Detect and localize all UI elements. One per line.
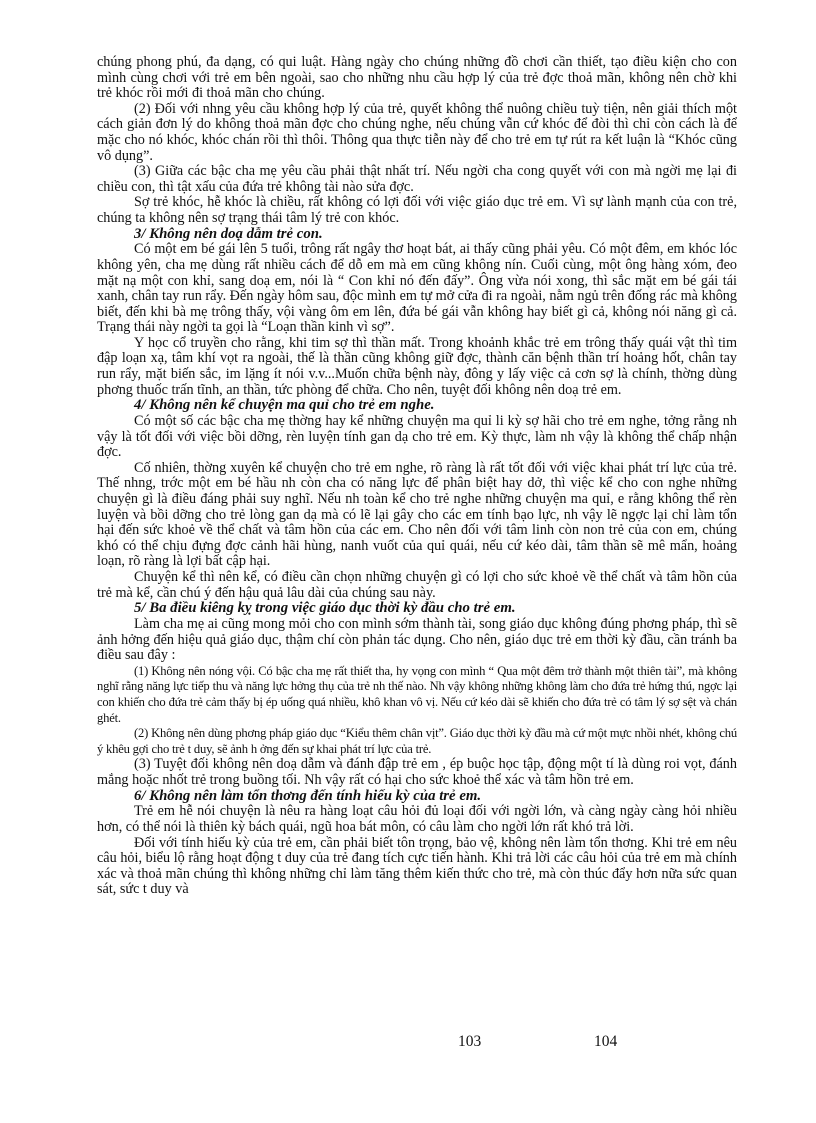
paragraph: (2) Đối với nhng yêu cầu không hợp lý của trẻ, quyết không thể nuông chiều tuỳ tiện, nên giải thích một cách giản đơn lý do không thoả mãn đợc cho chúng nghe, nếu chúng vẫn cứ khóc để đòi thì chỉ còn cách là để mặc cho nó khóc, khóc chán rồi thì thôi. Thông qua thực tiễn này để cho trẻ em tự rút ra kết luận là “Khóc cũng vô dụng”. bbox=[97, 100, 737, 164]
paragraph: Chuyện kể thì nên kể, có điều cần chọn những chuyện gì có lợi cho sức khoẻ về thể chất và tâm hồn của trẻ mà kể, cần chú ý đến hậu quả lâu dài của chúng sau này. bbox=[97, 569, 737, 601]
section-heading: 5/ Ba điều kiêng kỵ trong việc giáo dục thời kỳ đầu cho trẻ em. bbox=[134, 600, 516, 617]
paragraph: (3) Tuyệt đối không nên doạ dẫm và đánh đập trẻ em , ép buộc học tập, động một tí là dùng roi vọt, đánh mắng hoặc nhốt trẻ trong buồng tối. Nh vậy rất có hại cho sức khoẻ thể xác và tâm hồn trẻ em. bbox=[97, 756, 737, 788]
document-page bbox=[97, 55, 737, 898]
paragraph: (3) Giữa các bậc cha mẹ yêu cầu phải thật nhất trí. Nếu ngời cha cong quyết với con mà ngời mẹ lại đi chiều con, thì tật xấu của đứa trẻ không tài nào sửa đợc. bbox=[97, 163, 737, 195]
section-heading: 4/ Không nên kể chuyện ma quỉ cho trẻ em nghe. bbox=[134, 397, 435, 414]
paragraph: Cố nhiên, thờng xuyên kể chuyện cho trẻ em nghe, rõ ràng là rất tốt đối với việc khai phát trí lực của trẻ. Thế nhng, trớc một em bé hầu nh còn cha có năng lực để phân biệt hay dở, thì việc kể cho con nghe những chuyện gì là điều đáng phải suy nghĩ. Nếu nh toàn kể cho trẻ nghe những chuyện ma quỉ, e rằng không thể rèn luyện và bồi dỡng cho trẻ lòng gan dạ mà có lẽ lại gây cho các em tính bạo lực, nh vậy lẽ ngợc lại chỉ làm tổn hại đến sức khoẻ về thể chất và tâm hồn của các em. Cho nên đối với tâm linh còn non trẻ của con em, chúng khó có thể chịu đựng đợc cảnh hãi hùng, nanh vuốt của quỉ quái, nếu cứ kéo dài, tâm thần sẽ mê mẩn, hoảng loạn, rõ ràng là lợi bất cập hại. bbox=[97, 459, 737, 570]
paragraph: Trẻ em hễ nói chuyện là nêu ra hàng loạt câu hỏi đủ loại đối với ngời lớn, và càng ngày càng hỏi nhiều hơn, có thể nói là thiên kỳ bách quái, ngũ hoa bát môn, có câu làm cho ngời lớn rất khó trả lời. bbox=[97, 803, 737, 835]
paragraph: Sợ trẻ khóc, hễ khóc là chiều, rất không có lợi đối với việc giáo dục trẻ em. Vì sự lành mạnh của con trẻ, chúng ta không nên sợ trạng thái tâm lý trẻ con khóc. bbox=[97, 194, 737, 226]
section-heading: 3/ Không nên doạ dẫm trẻ con. bbox=[134, 225, 323, 242]
paragraph: Làm cha mẹ ai cũng mong mỏi cho con mình sớm thành tài, song giáo dục không đúng phơng pháp, thì sẽ ảnh hởng đến hiệu quả giáo dục, thậm chí còn phản tác dụng. Cho nên, giáo dục trẻ em thời kỳ đầu, cần tránh ba điều sau đây : bbox=[97, 615, 737, 664]
page-number-left: 103 bbox=[458, 1033, 482, 1050]
paragraph: Y học cổ truyền cho rằng, khi tim sợ thì thần mất. Trong khoảnh khắc trẻ em trông thấy quái vật thì tim đập loạn xạ, tâm khí vọt ra ngoài, thế là thần cũng không giữ đợc, thành căn bệnh thần trí hoảng hốt, chân tay run rẩy, mặt biến sắc, im lặng ít nói v.v...Muốn chữa bệnh này, đông y lấy việc cả cơn sợ là chính, thờng dùng phơng thuốc trấn tĩnh, an thần, tức phòng để chữa. Cho nên, tuyệt đối không nên doạ trẻ em. bbox=[97, 334, 737, 398]
paragraph: Có một em bé gái lên 5 tuổi, trông rất ngây thơ hoạt bát, ai thấy cũng phải yêu. Có một đêm, em khóc lóc không yên, cha mẹ dùng rất nhiều cách để dỗ em mà em cũng không nín. Cuối cùng, một ông hàng xóm, đeo mặt nạ một con khỉ, sang doạ em, nói là “ Con khỉ nó đến đấy”. Ông vừa nói xong, thì sắc mặt em bé gái tái xanh, chân tay run rẩy. Đến ngày hôm sau, độc mình em tự mở cửa đi ra ngoài, nằm ngủ trên đống rác mà không biết, đến khi bà mẹ trông thấy, vội vàng ôm em lên, đứa bé gái vẫn không hay biết gì cả, không nói năng gì cả. Trạng thái này ngời ta gọi là “Loạn thần kinh vì sợ”. bbox=[97, 241, 737, 336]
page-number-right: 104 bbox=[594, 1033, 618, 1050]
paragraph: (2) Không nên dùng phơng pháp giáo dục “Kiểu thêm chân vịt”. Giáo dục thời kỳ đầu mà cứ một mực nhồi nhét, không chú ý khêu gợi cho trẻ t duy, sẽ ảnh h ởng đến sự khai phát trí lực của trẻ. bbox=[97, 726, 737, 756]
paragraph: (1) Không nên nóng vội. Có bậc cha mẹ rất thiết tha, hy vọng con mình “ Qua một đêm trở thành một thiên tài”, mà không nghĩ rằng năng lực tiếp thu và năng lực hởng thụ của trẻ nh thế nào. Nh vậy không những không làm cho đứa trẻ hứng thú, ngợc lại con khiến cho đứa trẻ cảm thấy bị ép uống quá nhiều, khô khan vô vị. Nếu cứ kéo dài sẽ khiến cho đứa trẻ có tâm lý sợ sệt và chán ghét. bbox=[97, 663, 737, 725]
paragraph: Đối với tính hiếu kỳ của trẻ em, cần phải biết tôn trọng, bảo vệ, không nên làm tổn thơng. Khi trẻ em nêu câu hỏi, biểu lộ rằng hoạt động t duy của trẻ đang tích cực tiến hành. Khi trả lời các câu hỏi của trẻ em mà chính xác và thoả mãn chúng thì không những chỉ làm tăng thêm kiến thức cho trẻ, mà còn thúc đẩy hơn nữa sức quan sát, sức t duy và bbox=[97, 834, 737, 898]
section-heading: 6/ Không nên làm tổn thơng đến tính hiếu kỳ của trẻ em. bbox=[134, 787, 482, 804]
paragraph: chúng phong phú, đa dạng, có qui luật. Hàng ngày cho chúng những đồ chơi cần thiết, tạo điều kiện cho con mình cùng chơi với trẻ em bên ngoài, sao cho những nhu cầu hợp lý của trẻ đợc thoả mãn, không nên chờ khi trẻ khóc rồi mới đi thoả mãn cho chúng. bbox=[97, 54, 737, 102]
paragraph: Có một số các bậc cha mẹ thờng hay kể những chuyện ma quỉ li kỳ sợ hãi cho trẻ em nghe, tởng rằng nh vậy là tốt đối với việc bồi dỡng, rèn luyện tính gan dạ cho trẻ em. Kỳ thực, làm nh vậy là không thể chấp nhận đợc. bbox=[97, 413, 737, 461]
